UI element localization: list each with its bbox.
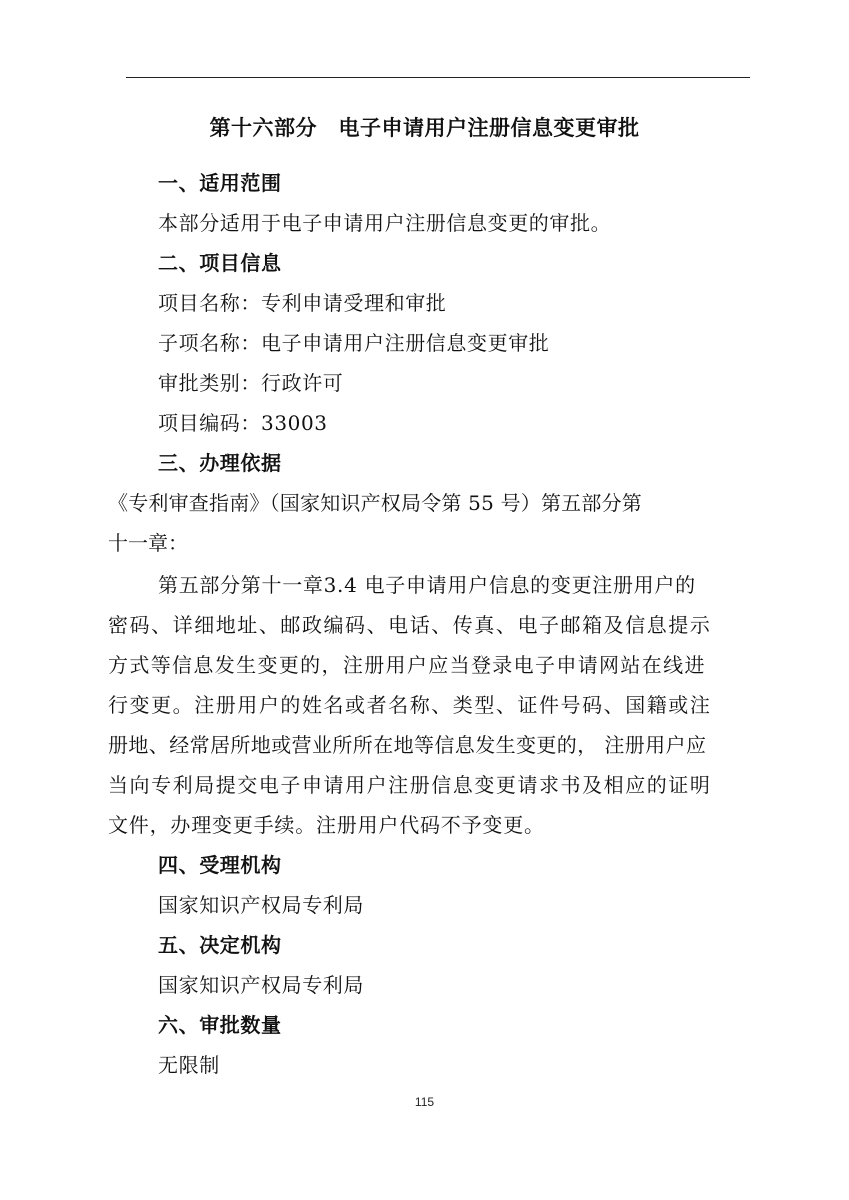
project-name: 项目名称：专利申请受理和审批 (158, 291, 447, 315)
basis-paragraph-line-7: 文件，办理变更手续。注册用户代码不予变更。 (108, 813, 545, 837)
basis-line-2: 十一章： (108, 531, 188, 555)
scope-text: 本部分适用于电子申请用户注册信息变更的审批。 (158, 211, 612, 235)
basis-paragraph-line-4: 行变更。注册用户的姓名或者名称、类型、证件号码、国籍或注 (108, 693, 712, 717)
basis-paragraph-line-5: 册地、经常居所地或营业所所在地等信息发生变更的， 注册用户应 (108, 733, 707, 757)
subitem-name: 子项名称：电子申请用户注册信息变更审批 (158, 331, 550, 355)
approval-quantity: 无限制 (158, 1053, 220, 1077)
page-number: 115 (414, 1095, 435, 1109)
deciding-authority: 国家知识产权局专利局 (158, 973, 364, 997)
section-heading-approval-quantity: 六、审批数量 (158, 1013, 282, 1037)
section-heading-basis: 三、办理依据 (158, 451, 282, 475)
basis-paragraph-line-1: 第五部分第十一章3.4 电子申请用户信息的变更注册用户的 (158, 573, 696, 597)
project-code: 项目编码：33003 (158, 411, 328, 435)
basis-line-1: 《专利审查指南》（国家知识产权局令第 55 号）第五部分第 (108, 491, 642, 515)
document-title: 第十六部分 电子申请用户注册信息变更审批 (209, 116, 640, 140)
header-rule (126, 77, 750, 78)
approval-category: 审批类别：行政许可 (158, 371, 344, 395)
section-heading-project-info: 二、项目信息 (158, 251, 282, 275)
basis-paragraph-line-6: 当向专利局提交电子申请用户注册信息变更请求书及相应的证明 (108, 773, 712, 797)
section-heading-deciding-authority: 五、决定机构 (158, 933, 282, 957)
section-heading-scope: 一、适用范围 (158, 171, 282, 195)
accepting-authority: 国家知识产权局专利局 (158, 893, 364, 917)
basis-paragraph-line-2: 密码、详细地址、邮政编码、电话、传真、电子邮箱及信息提示 (108, 613, 712, 637)
section-heading-accepting-authority: 四、受理机构 (158, 853, 282, 877)
basis-paragraph-line-3: 方式等信息发生变更的，注册用户应当登录电子申请网站在线进 (108, 653, 706, 677)
